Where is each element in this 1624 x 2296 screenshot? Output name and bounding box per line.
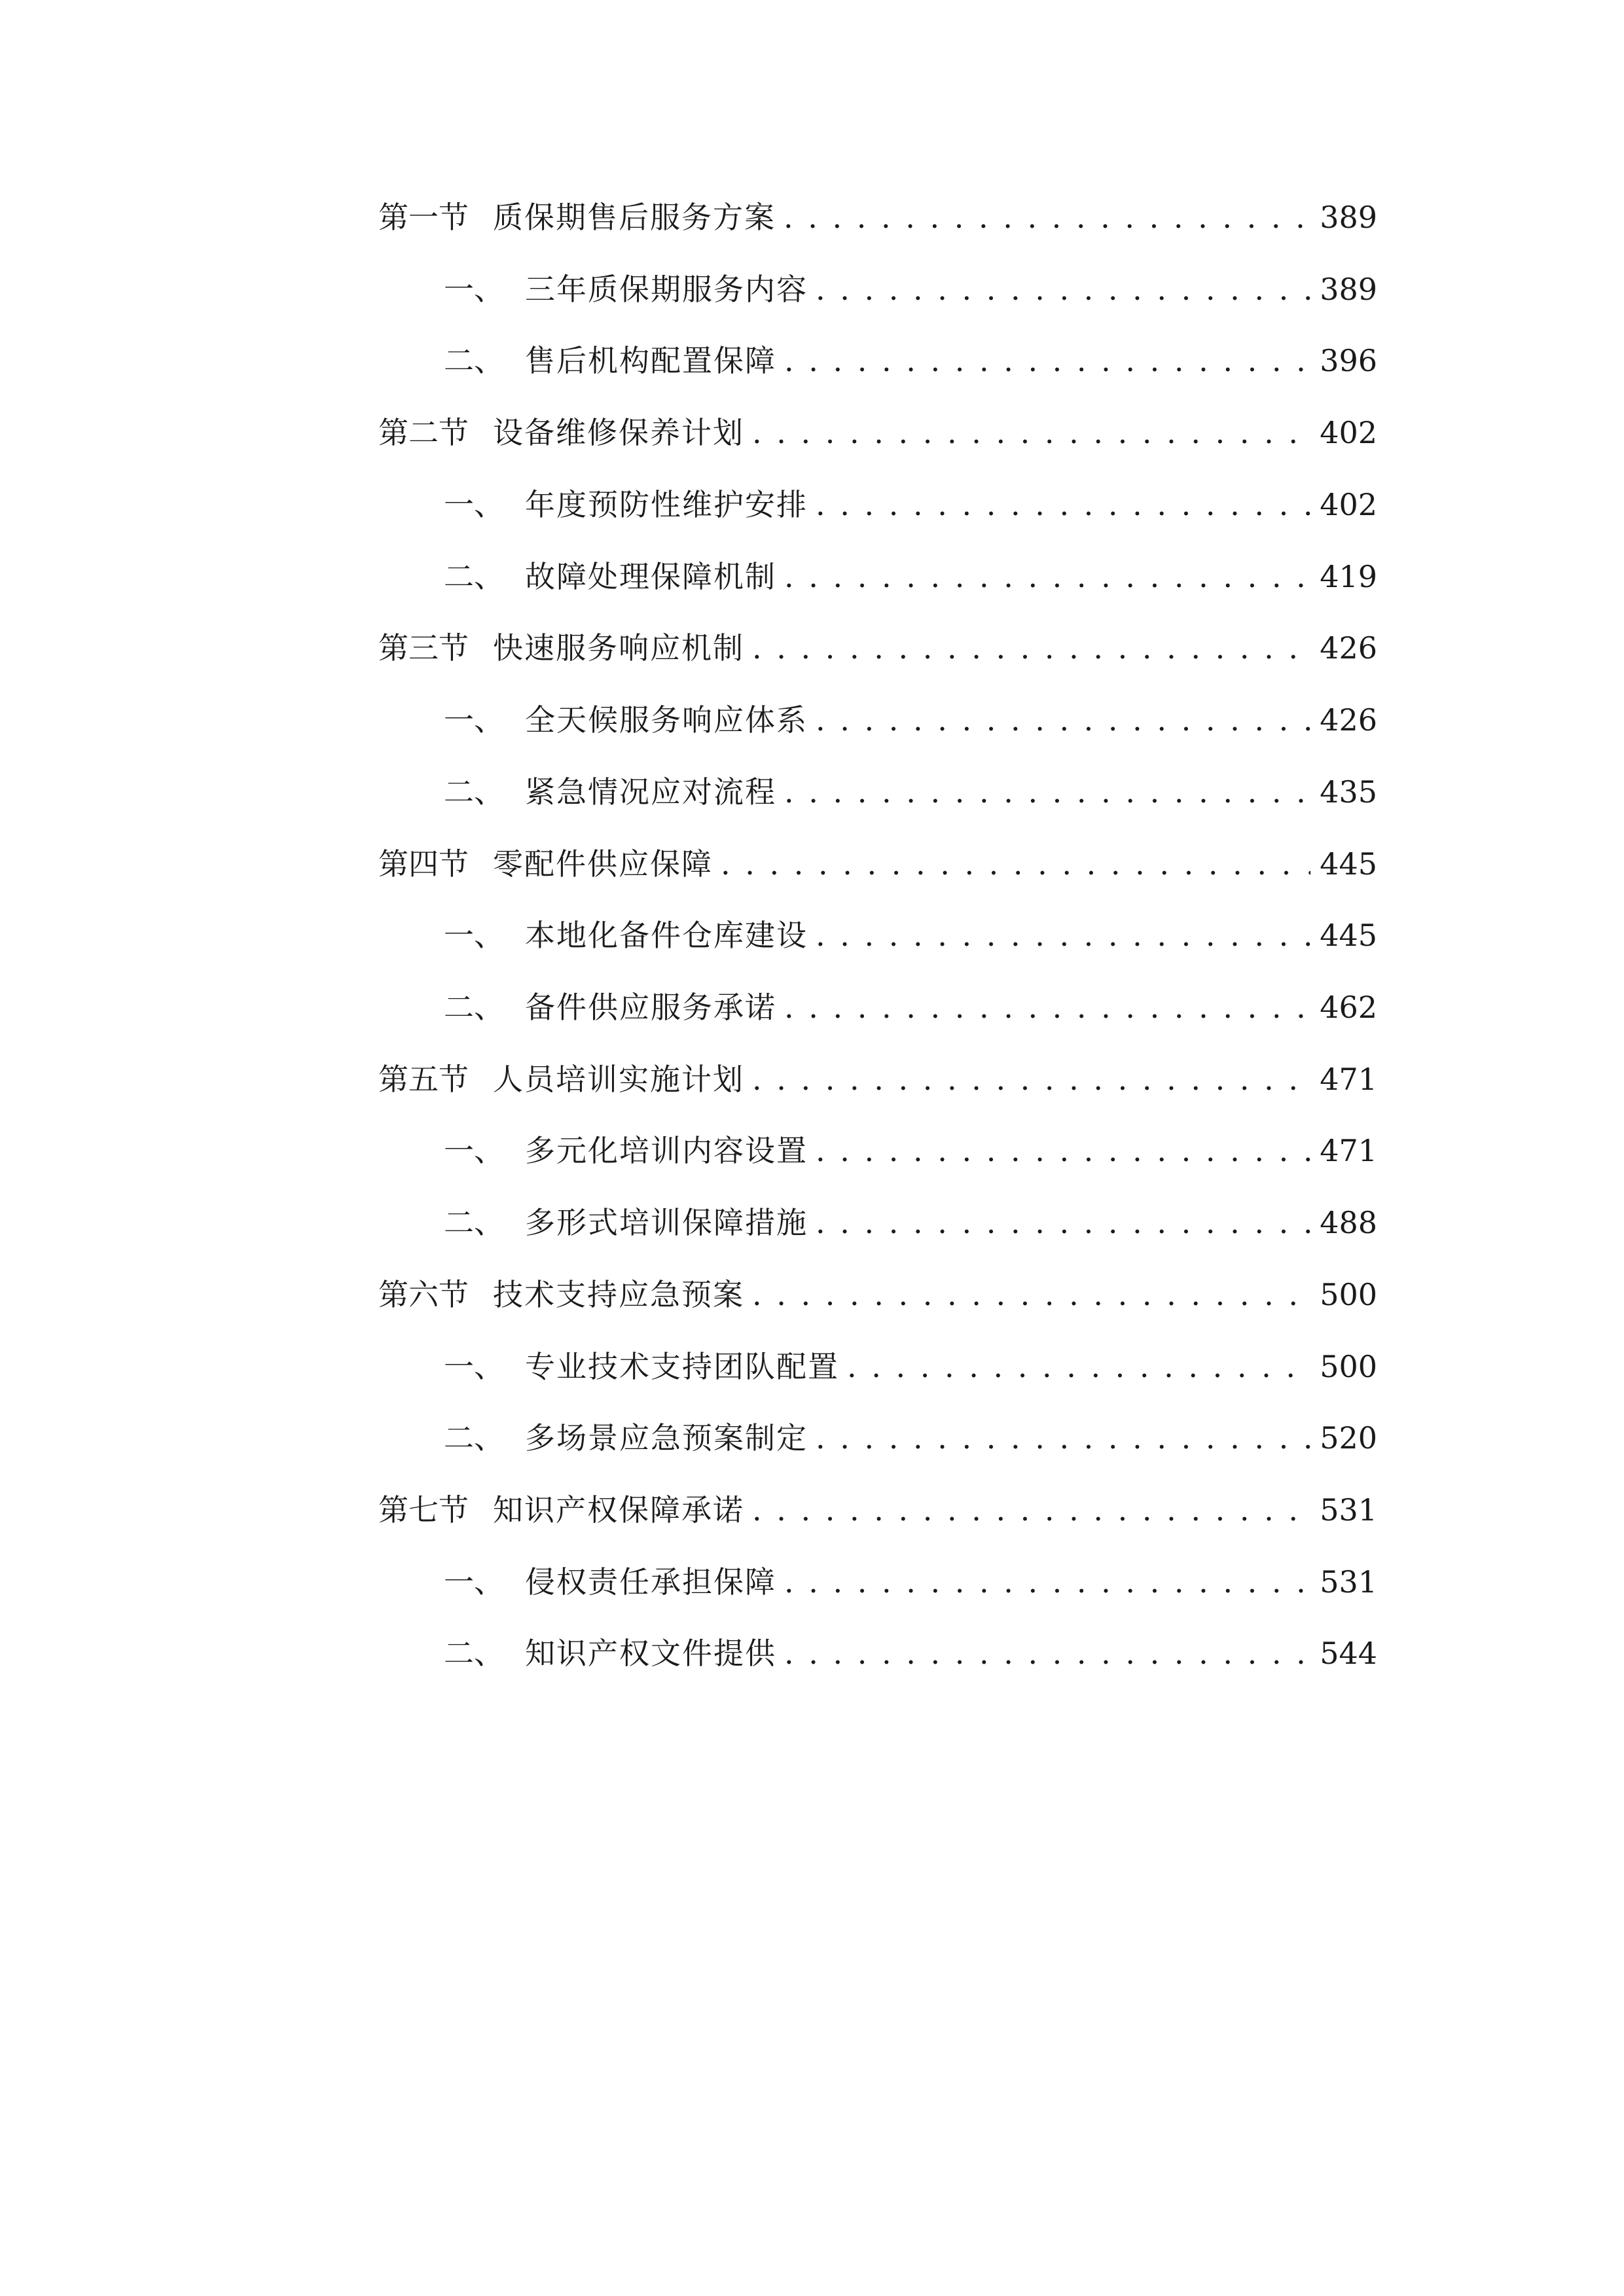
toc-dot-leader (784, 194, 1310, 240)
toc-entry-title: 多形式培训保障措施 (525, 1205, 808, 1240)
toc-entry-page: 426 (1320, 702, 1377, 738)
toc-entry-subsection[interactable] (444, 554, 1377, 600)
toc-entry-subsection[interactable] (444, 912, 1377, 958)
toc-dot-leader (784, 769, 1310, 815)
toc-entry-prefix: 第七节 (378, 1492, 469, 1528)
toc-entry-title: 三年质保期服务内容 (525, 272, 808, 307)
toc-entry-prefix: 二、 (444, 1205, 504, 1240)
toc-entry-prefix: 二、 (444, 990, 504, 1025)
toc-entry-prefix: 一、 (444, 918, 504, 953)
toc-dot-leader (816, 1200, 1310, 1246)
toc-entry-title: 快速服务响应机制 (493, 630, 744, 666)
toc-entry-subsection[interactable] (444, 1415, 1377, 1461)
toc-entry-prefix: 一、 (444, 272, 504, 307)
toc-entry-prefix: 第四节 (378, 846, 469, 882)
toc-entry-subsection[interactable] (444, 1128, 1377, 1174)
toc-entry-page: 544 (1320, 1636, 1377, 1671)
toc-entry-page: 389 (1320, 272, 1377, 307)
toc-entry-page: 500 (1320, 1277, 1377, 1312)
toc-entry-title: 多场景应急预案制定 (525, 1420, 808, 1456)
toc-entry-subsection[interactable] (444, 1200, 1377, 1246)
toc-entry-prefix: 二、 (444, 1420, 504, 1456)
toc-entry-title: 技术支持应急预案 (493, 1277, 744, 1312)
toc-entry-title: 本地化备件仓库建设 (525, 918, 808, 953)
toc-entry-subsection[interactable] (444, 482, 1377, 528)
toc-entry-page: 445 (1320, 846, 1377, 882)
toc-entry-subsection[interactable] (444, 1630, 1377, 1676)
toc-entry-subsection[interactable] (444, 984, 1377, 1030)
toc-entry-title: 故障处理保障机制 (525, 559, 776, 594)
toc-entry-section[interactable] (378, 1487, 1377, 1533)
toc-dot-leader (784, 554, 1310, 600)
toc-entry-prefix: 二、 (444, 1636, 504, 1671)
toc-entry-page: 445 (1320, 918, 1377, 953)
toc-dot-leader (816, 266, 1310, 312)
toc-entry-subsection[interactable] (444, 1559, 1377, 1605)
toc-entry-title: 全天候服务响应体系 (525, 702, 808, 738)
toc-entry-page: 402 (1320, 487, 1377, 522)
toc-entry-section[interactable] (378, 625, 1377, 671)
toc-dot-leader (752, 625, 1310, 671)
toc-entry-title: 知识产权文件提供 (525, 1636, 776, 1671)
toc-entry-page: 531 (1320, 1564, 1377, 1600)
toc-entry-page: 389 (1320, 200, 1377, 235)
toc-entry-prefix: 第六节 (378, 1277, 469, 1312)
toc-entry-section[interactable] (378, 194, 1377, 240)
toc-entry-title: 年度预防性维护安排 (525, 487, 808, 522)
toc-entry-page: 471 (1320, 1062, 1377, 1097)
toc-entry-title: 人员培训实施计划 (493, 1062, 744, 1097)
toc-entry-prefix: 第三节 (378, 630, 469, 666)
toc-entry-page: 462 (1320, 990, 1377, 1025)
toc-entry-title: 专业技术支持团队配置 (525, 1349, 839, 1384)
toc-entry-prefix: 二、 (444, 774, 504, 810)
toc-entry-page: 488 (1320, 1205, 1377, 1240)
toc-entry-page: 471 (1320, 1133, 1377, 1168)
toc-entry-title: 紧急情况应对流程 (525, 774, 776, 810)
toc-dot-leader (816, 1415, 1310, 1461)
toc-dot-leader (784, 984, 1310, 1030)
toc-entry-prefix: 第二节 (378, 415, 469, 450)
toc-entry-prefix: 二、 (444, 343, 504, 378)
toc-entry-title: 备件供应服务承诺 (525, 990, 776, 1025)
toc-dot-leader (752, 1487, 1310, 1533)
toc-entry-prefix: 一、 (444, 702, 504, 738)
toc-entry-section[interactable] (378, 841, 1377, 887)
toc-entry-prefix: 一、 (444, 1564, 504, 1600)
toc-entry-subsection[interactable] (444, 769, 1377, 815)
toc-dot-leader (847, 1344, 1310, 1390)
toc-entry-prefix: 第一节 (378, 200, 469, 235)
toc-entry-prefix: 一、 (444, 487, 504, 522)
toc-entry-prefix: 二、 (444, 559, 504, 594)
toc-dot-leader (752, 410, 1310, 456)
toc-dot-leader (784, 1630, 1310, 1676)
toc-entry-title: 售后机构配置保障 (525, 343, 776, 378)
toc-entry-title: 质保期售后服务方案 (493, 200, 776, 235)
toc-entry-title: 零配件供应保障 (493, 846, 713, 882)
toc-entry-subsection[interactable] (444, 1344, 1377, 1390)
toc-entry-section[interactable] (378, 1272, 1377, 1318)
toc-dot-leader (752, 1272, 1310, 1318)
toc-entry-title: 知识产权保障承诺 (493, 1492, 744, 1528)
toc-entry-subsection[interactable] (444, 266, 1377, 312)
toc-dot-leader (816, 697, 1310, 743)
toc-entry-page: 520 (1320, 1420, 1377, 1456)
toc-dot-leader (784, 338, 1310, 384)
toc-entry-page: 531 (1320, 1492, 1377, 1528)
toc-entry-page: 426 (1320, 630, 1377, 666)
toc-entry-subsection[interactable] (444, 697, 1377, 743)
toc-entry-subsection[interactable] (444, 338, 1377, 384)
toc-entry-prefix: 一、 (444, 1349, 504, 1384)
toc-dot-leader (752, 1056, 1310, 1102)
toc-dot-leader (816, 912, 1310, 958)
toc-dot-leader (721, 841, 1310, 887)
toc-entry-prefix: 第五节 (378, 1062, 469, 1097)
toc-entry-title: 侵权责任承担保障 (525, 1564, 776, 1600)
toc-dot-leader (816, 1128, 1310, 1174)
toc-entry-page: 402 (1320, 415, 1377, 450)
toc-entry-title: 多元化培训内容设置 (525, 1133, 808, 1168)
toc-entry-prefix: 一、 (444, 1133, 504, 1168)
toc-entry-section[interactable] (378, 410, 1377, 456)
toc-entry-page: 396 (1320, 343, 1377, 378)
toc-entry-page: 419 (1320, 559, 1377, 594)
toc-dot-leader (816, 482, 1310, 528)
toc-entry-title: 设备维修保养计划 (493, 415, 744, 450)
toc-entry-page: 500 (1320, 1349, 1377, 1384)
toc-dot-leader (784, 1559, 1310, 1605)
toc-entry-section[interactable] (378, 1056, 1377, 1102)
toc-entry-page: 435 (1320, 774, 1377, 810)
